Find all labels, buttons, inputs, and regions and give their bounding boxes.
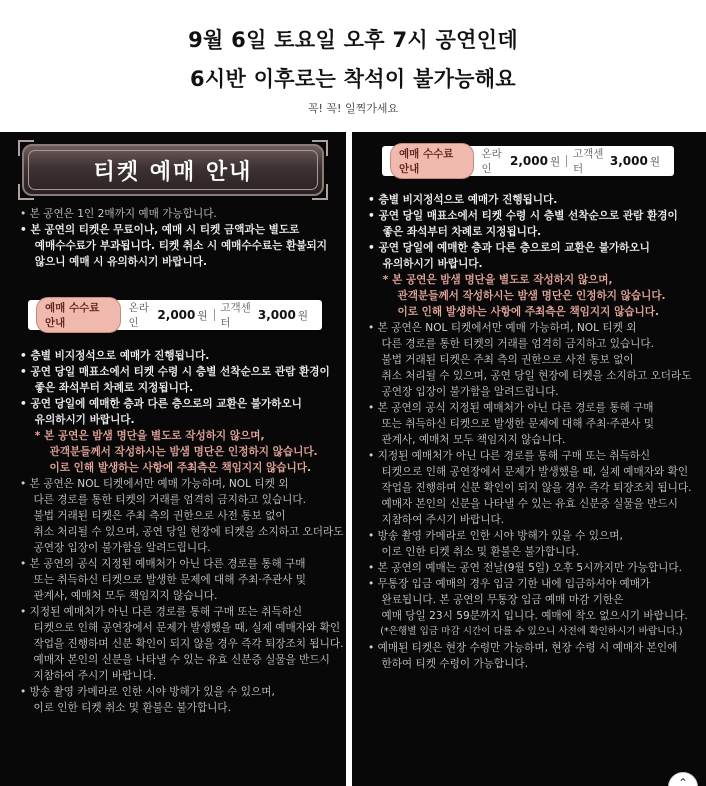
- notice-line: • 층별 비지정석으로 예매가 진행됩니다.: [20, 350, 210, 362]
- won-unit: 원: [649, 155, 661, 168]
- notice-line: 관계사, 예매처 모두 책임지지 않습니다.: [20, 590, 218, 602]
- banner-corner-ornament: [312, 184, 328, 200]
- online-label: 온라인: [481, 148, 502, 175]
- notice-line: 불법 거래된 티켓은 주최 측의 권한으로 사전 통보 없이: [368, 354, 634, 366]
- notice-line: • 방송 촬영 카메라로 인한 시야 방해가 있을 수 있으며,: [368, 530, 623, 542]
- notice-line: • 지정된 예매처가 아닌 다른 경로를 통해 구매 또는 취득하신: [368, 450, 651, 462]
- notice-image-right: [352, 132, 706, 786]
- notice-line: • 본 공연은 NOL 티켓에서만 예매 가능하며, NOL 티켓 외: [20, 478, 289, 490]
- banner-corner-ornament: [18, 140, 34, 156]
- notice-line: • 본 공연의 티켓은 무료이나, 예매 시 티켓 금액과는 별도로: [20, 224, 300, 236]
- notice-line: 티켓으로 인해 공연장에서 문제가 발생했을 때, 실제 예매자와 확인: [368, 466, 689, 478]
- notice-line: 공연장 입장이 불가함을 알려드립니다.: [368, 386, 559, 398]
- notice-line: 예매 당일 23시 59분까지 입니다. 예매에 착오 없으시기 바랍니다.: [368, 610, 688, 622]
- notice-line: • 방송 촬영 카메라로 인한 시야 방해가 있을 수 있으며,: [20, 686, 275, 698]
- notice-line: * 본 공연은 밤샘 명단을 별도로 작성하지 않으며,: [368, 274, 613, 286]
- headline-line-2: 6시반 이후로는 착석이 불가능해요: [190, 67, 516, 91]
- notice-line: • 본 공연은 NOL 티켓에서만 예매 가능하며, NOL 티켓 외: [368, 322, 637, 334]
- notice-line: 이로 인해 발생하는 사항에 주최측은 책임지지 않습니다.: [20, 462, 312, 474]
- banner-corner-ornament: [312, 140, 328, 156]
- notice-line: 예매수수료가 부과됩니다. 티켓 취소 시 예매수수료는 환불되지: [20, 240, 327, 252]
- left-top-notice-list: [20, 206, 327, 270]
- notice-line: • 지정된 예매처가 아닌 다른 경로를 통해 구매 또는 취득하신: [20, 606, 303, 618]
- headline-line-1: 9월 6일 토요일 오후 7시 공연인데: [188, 28, 518, 52]
- notice-line: 작업을 진행하며 신분 확인이 되지 않을 경우 즉각 퇴장조치 됩니다.: [20, 638, 344, 650]
- online-fee: 2,000: [157, 308, 196, 322]
- ticket-notice-banner: [22, 144, 324, 196]
- notice-line: • 공연 당일에 예매한 층과 다른 층으로의 교환은 불가하오니: [20, 398, 302, 410]
- notice-line: 이로 인해 발생하는 사항에 주최측은 책임지지 않습니다.: [368, 306, 660, 318]
- notice-line: • 층별 비지정석으로 예매가 진행됩니다.: [368, 194, 558, 206]
- won-unit: 원: [549, 155, 561, 168]
- center-label: 고객센터: [572, 148, 604, 175]
- fee-divider: [214, 309, 215, 321]
- chevron-up-icon: ⌃: [677, 776, 689, 786]
- notice-line: 좋은 좌석부터 차례로 지정됩니다.: [368, 226, 542, 238]
- notice-line: 완료됩니다. 본 공연의 무통장 입금 예매 마감 기한은: [368, 594, 624, 606]
- right-notice-list: [368, 192, 691, 672]
- notice-line: 또는 취득하신 티켓으로 발생한 문제에 대해 주최·주관사 및: [20, 574, 307, 586]
- online-fee: 2,000: [509, 154, 548, 168]
- notice-line: 예매자 본인의 신분을 나타낼 수 있는 유효 신분증 실물을 반드시: [368, 498, 678, 510]
- won-unit: 원: [297, 309, 308, 322]
- center-label: 고객센터: [220, 302, 251, 329]
- center-fee: 3,000: [609, 154, 648, 168]
- notice-line: 다른 경로를 통한 티켓의 거래를 엄격히 금지하고 있습니다.: [368, 338, 655, 350]
- notice-line: 또는 취득하신 티켓으로 발생한 문제에 대해 주최·주관사 및: [368, 418, 655, 430]
- fee-info-pill: 예매 수수료 안내: [390, 143, 474, 179]
- notice-line: 예매자 본인의 신분을 나타낼 수 있는 유효 신분증 실물을 반드시: [20, 654, 330, 666]
- notice-line: • 본 공연의 공식 지정된 예매처가 아닌 다른 경로를 통해 구매: [368, 402, 654, 414]
- notice-line: 지참하여 주시기 바랍니다.: [368, 514, 505, 526]
- notice-line: • 공연 당일 매표소에서 티켓 수령 시 층별 선착순으로 관람 환경이: [368, 210, 678, 222]
- notice-line: • 본 공연의 공식 지정된 예매처가 아닌 다른 경로를 통해 구매: [20, 558, 306, 570]
- notice-line: 불법 거래된 티켓은 주최 측의 권한으로 사전 통보 없이: [20, 510, 286, 522]
- fee-info-box: [28, 300, 322, 330]
- notice-line: 작업을 진행하며 신분 확인이 되지 않을 경우 즉각 퇴장조치 됩니다.: [368, 482, 692, 494]
- notice-line: 좋은 좌석부터 차례로 지정됩니다.: [20, 382, 194, 394]
- notice-line: 취소 처리될 수 있으며, 공연 당일 현장에 티켓을 소지하고 오더라도: [368, 370, 692, 382]
- notice-line: 유의하시기 바랍니다.: [368, 258, 483, 270]
- notice-line: • 무통장 입금 예매의 경우 입금 기한 내에 입금하셔야 예매가: [368, 578, 651, 590]
- notice-image-left: [0, 132, 346, 786]
- notice-line: • 공연 당일에 예매한 층과 다른 층으로의 교환은 불가하오니: [368, 242, 650, 254]
- fee-info-box: [382, 146, 674, 176]
- notice-line: 티켓으로 인해 공연장에서 문제가 발생했을 때, 실제 예매자와 확인: [20, 622, 341, 634]
- center-fee: 3,000: [257, 308, 296, 322]
- left-bottom-notice-list: [20, 348, 343, 716]
- notice-line: • 본 공연의 예매는 공연 전날(9월 5일) 오후 5시까지만 가능합니다.: [368, 562, 683, 574]
- notice-line: • 예매된 티켓은 현장 수령만 가능하며, 현장 수령 시 예매자 본인에: [368, 642, 678, 654]
- notice-line: 관객분들께서 작성하시는 밤샘 명단은 인정하지 않습니다.: [20, 446, 318, 458]
- banner-title: 티켓 예매 안내: [93, 159, 253, 185]
- notice-line: • 공연 당일 매표소에서 티켓 수령 시 층별 선착순으로 관람 환경이: [20, 366, 330, 378]
- notice-line: 지참하여 주시기 바랍니다.: [20, 670, 157, 682]
- fee-divider: [566, 155, 567, 167]
- notice-line: 않으니 예매 시 유의하시기 바랍니다.: [20, 256, 208, 268]
- notice-line: (*은행별 입금 마감 시간이 다를 수 있으니 사전에 확인하시기 바랍니다.): [368, 626, 683, 637]
- notice-line: 관객분들께서 작성하시는 밤샘 명단은 인정하지 않습니다.: [368, 290, 666, 302]
- online-label: 온라인: [128, 302, 149, 329]
- banner-corner-ornament: [18, 184, 34, 200]
- notice-line: 다른 경로를 통한 티켓의 거래를 엄격히 금지하고 있습니다.: [20, 494, 307, 506]
- subline: 꼭! 꼭! 일찍가세요: [307, 102, 399, 115]
- notice-line: 취소 처리될 수 있으며, 공연 당일 현장에 티켓을 소지하고 오더라도: [20, 526, 344, 538]
- notice-line: 이로 인한 티켓 취소 및 환불은 불가합니다.: [20, 702, 232, 714]
- post-header: [0, 0, 706, 132]
- notice-line: • 본 공연은 1인 2매까지 예매 가능합니다.: [20, 208, 217, 220]
- notice-line: 한하여 티켓 수령이 가능합니다.: [368, 658, 528, 670]
- notice-line: * 본 공연은 밤샘 명단을 별도로 작성하지 않으며,: [20, 430, 265, 442]
- won-unit: 원: [197, 309, 208, 322]
- notice-line: 관계사, 예매처 모두 책임지지 않습니다.: [368, 434, 566, 446]
- notice-line: 이로 인한 티켓 취소 및 환불은 불가합니다.: [368, 546, 580, 558]
- notice-line: 유의하시기 바랍니다.: [20, 414, 135, 426]
- fee-info-pill: 예매 수수료 안내: [36, 297, 121, 333]
- notice-line: 공연장 입장이 불가함을 알려드립니다.: [20, 542, 211, 554]
